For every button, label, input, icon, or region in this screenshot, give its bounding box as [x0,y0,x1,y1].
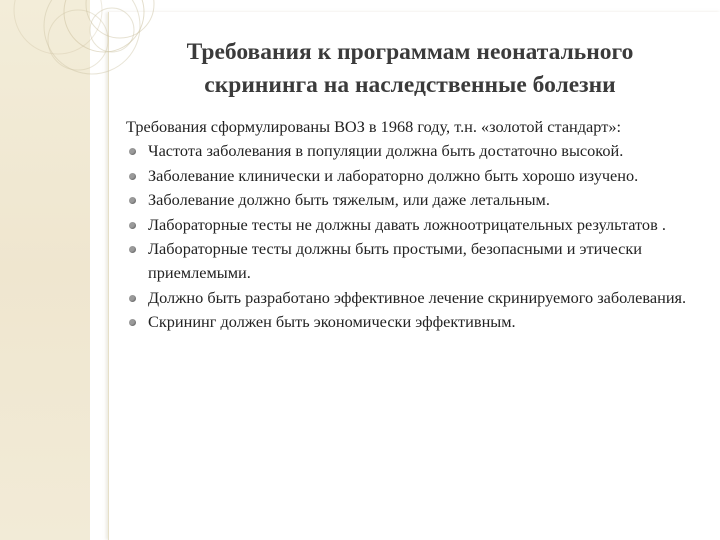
list-item [126,237,708,286]
bullet-icon [129,295,136,302]
list-item-text: Лабораторные тесты не должны давать ложноотрицательных результатов . [148,214,666,234]
list-item [126,164,708,188]
list-item-text: Частота заболевания в популяции должна быть достаточно высокой. [148,141,624,161]
list-item [126,188,708,212]
side-band-decoration [0,0,90,540]
list-item-text: Скрининг должен быть экономически эффективным. [148,312,516,332]
list-item-text: Должно быть разработано эффективное лечение скринируемого заболевания. [148,287,687,307]
bullet-icon [129,173,136,180]
requirements-list [126,139,708,334]
list-item [126,139,708,163]
list-item-text: Заболевание должно быть тяжелым, или даже летальным. [148,190,550,210]
list-item-text: Лабораторные тесты должны быть простыми, безопасными и этически приемлемыми. [148,239,642,283]
intro-text: Требования сформулированы ВОЗ в 1968 году, т.н. «золотой стандарт»: [126,117,621,136]
slide-body [126,115,708,335]
list-item [126,213,708,237]
bullet-icon [129,319,136,326]
bullet-icon [129,222,136,229]
bullet-icon [129,148,136,155]
list-item-text: Заболевание клинически и лабораторно должно быть хорошо изучено. [148,165,639,185]
list-item [126,286,708,310]
slide-title: Требования к программам неонатального скрининга на наследственные болезни [186,39,634,98]
list-item [126,310,708,334]
bullet-icon [129,197,136,204]
bullet-icon [129,246,136,253]
